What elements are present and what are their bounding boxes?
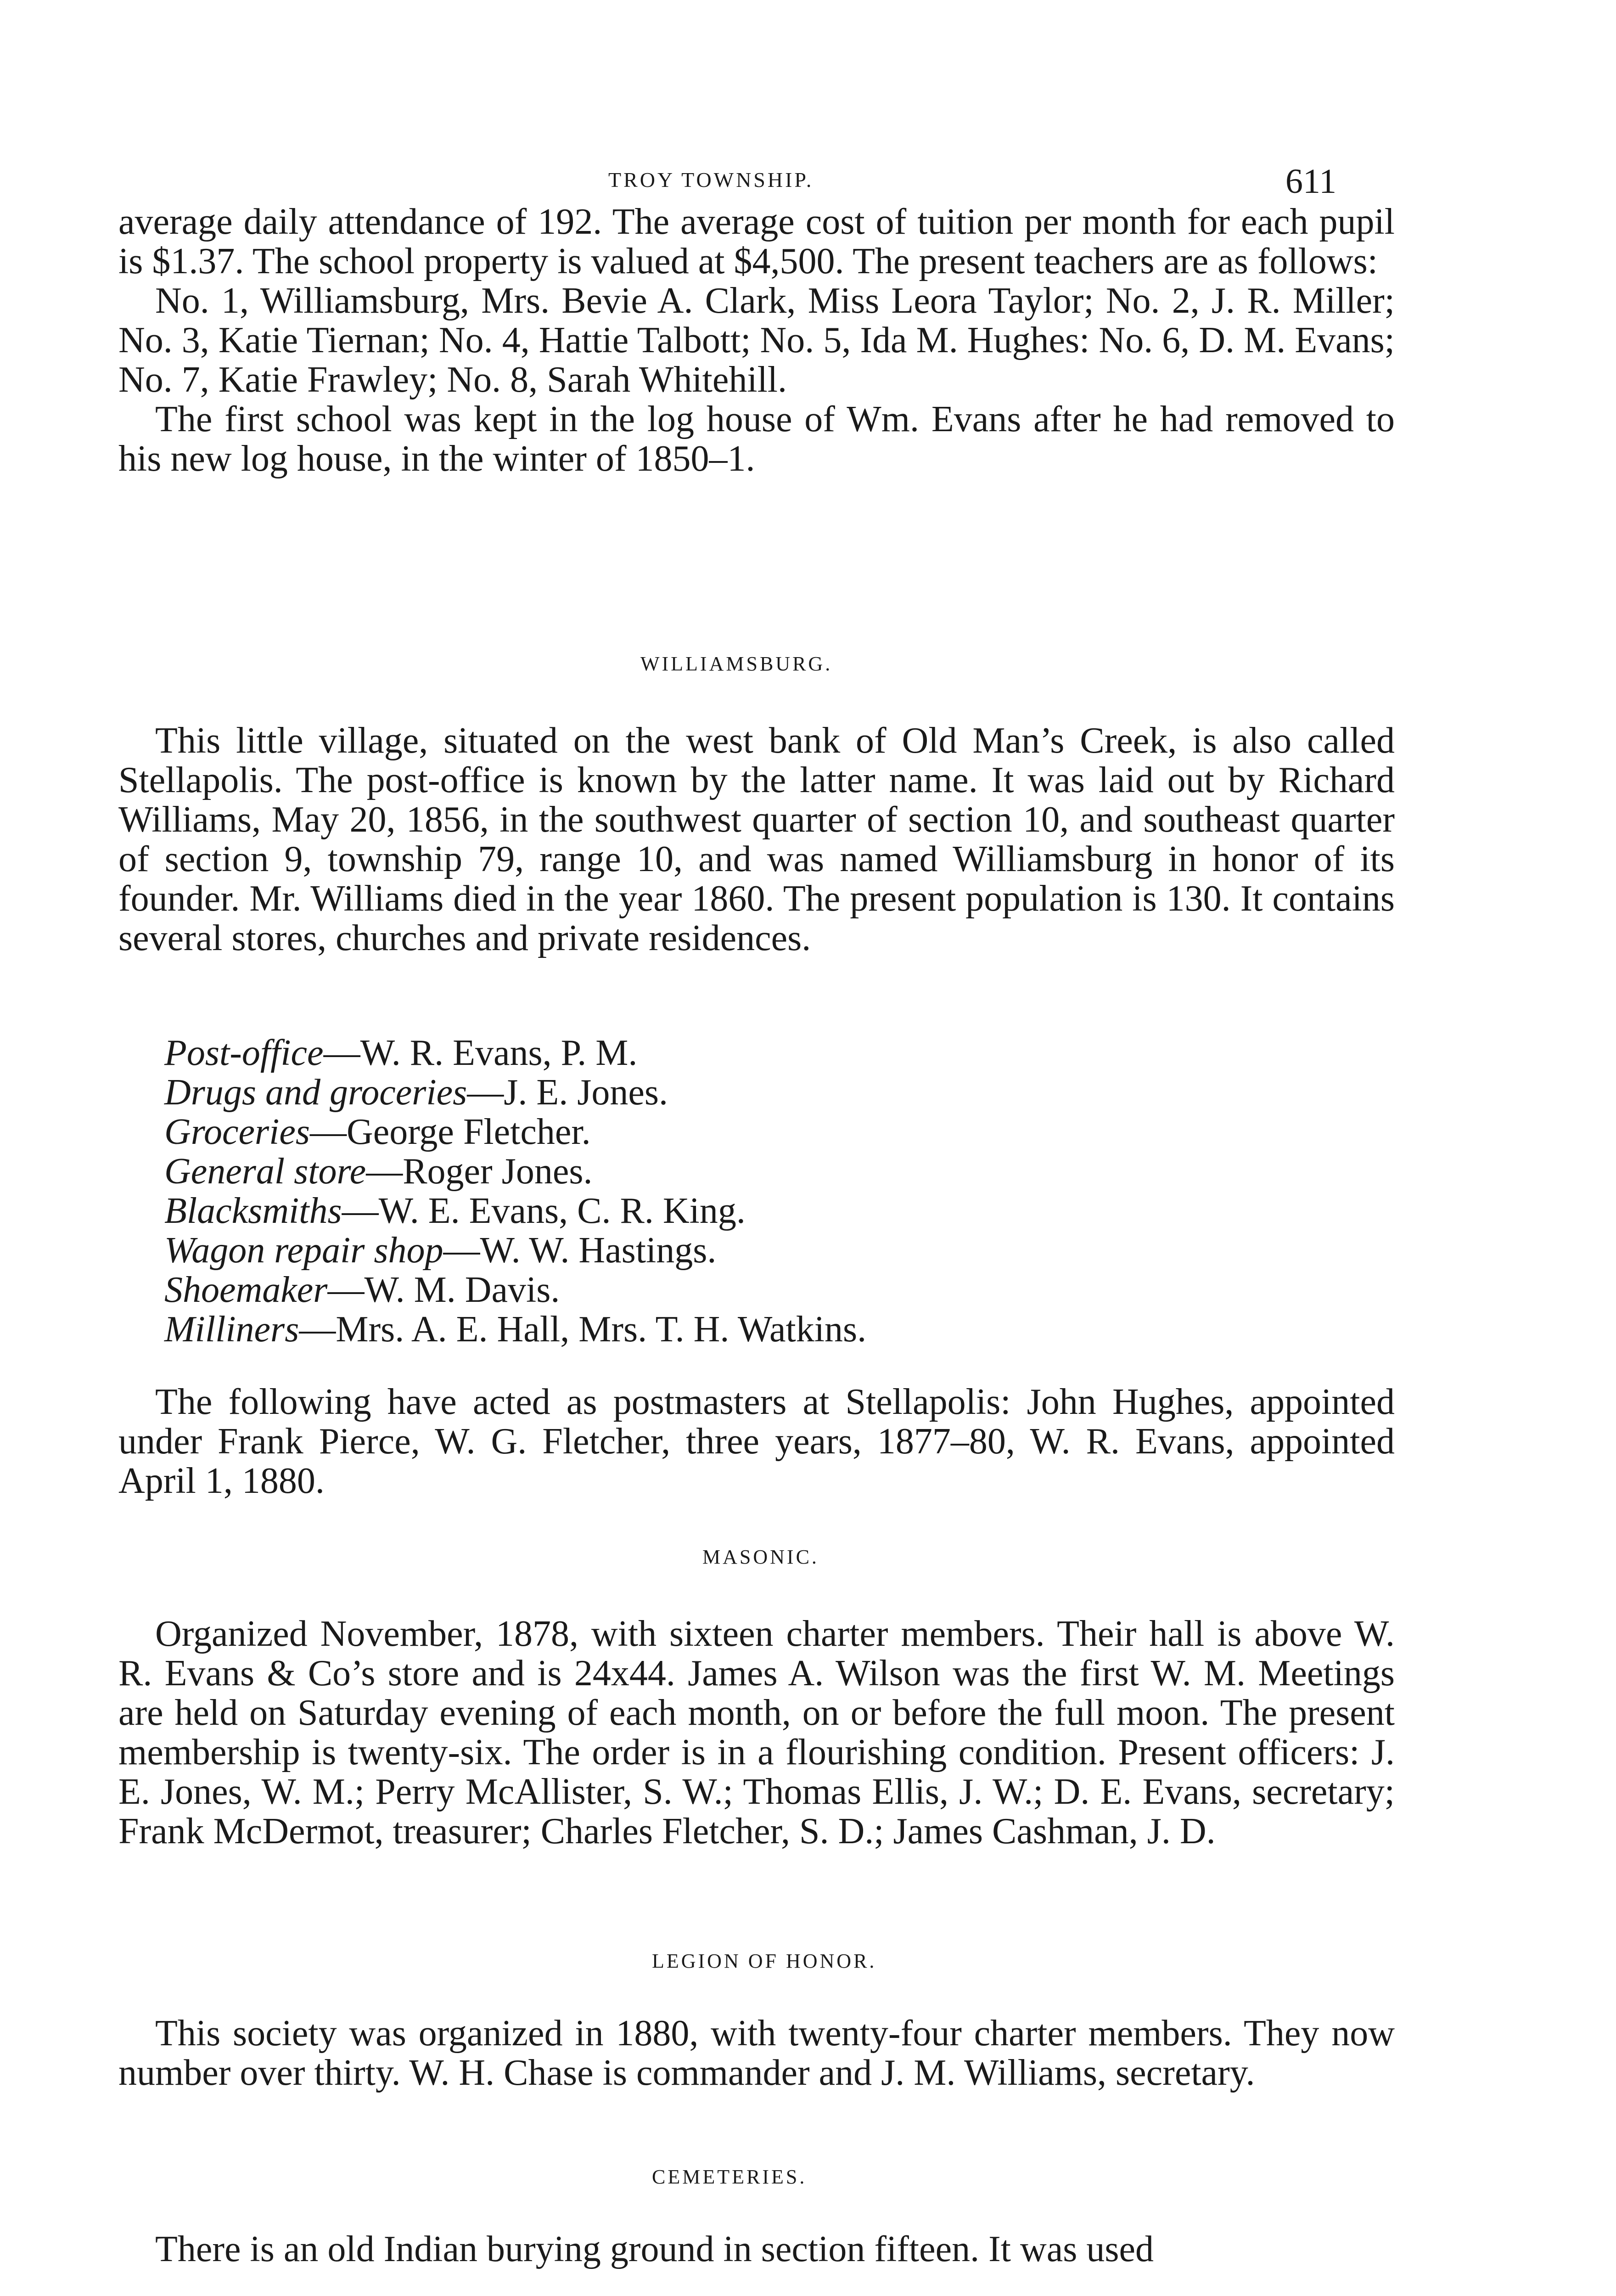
first-school-paragraph: The first school was kept in the log house of Wm. Evans after he had removed to his new log house, in the winter of 1850–1. <box>118 399 1395 479</box>
cemeteries-section <box>118 2229 1395 2269</box>
legion-section <box>118 2014 1395 2093</box>
directory-label: Post-office <box>164 1033 324 1073</box>
masonic-paragraph: Organized November, 1878, with sixteen charter members. Their hall is above W. R. Evans & Co’s store and is 24x44. James A. Wilson was the first W. M. Meetings are held on Saturday evening of each month, on or before the full moon. The present membership is twenty-six. The order is in a flourishing condition. Present officers: J. E. Jones, W. M.; Perry McAllister, S. W.; Thomas Ellis, J. W.; D. E. Evans, secretary; Frank McDermot, treasurer; Charles Fletcher, S. D.; James Cashman, J. D. <box>118 1614 1395 1851</box>
directory-entry <box>164 1270 560 1310</box>
legion-paragraph: This society was organized in 1880, with twenty-four charter members. They now number over thirty. W. H. Chase is commander and J. M. Williams, secretary. <box>118 2013 1395 2093</box>
directory-value: —Roger Jones. <box>366 1151 593 1192</box>
postmasters-paragraph: The following have acted as postmasters at Stellapolis: John Hughes, appointed under Frank Pierce, W. G. Fletcher, three years, 1877–80, W. R. Evans, appointed April 1, 1880. <box>118 1382 1395 1501</box>
directory-entry <box>164 1152 592 1191</box>
directory-label: Blacksmiths <box>164 1191 342 1231</box>
schools-paragraph: average daily attendance of 192. The average cost of tuition per month for each pupil is $1.37. The school property is valued at $4,500. The present teachers are as follows: <box>118 202 1395 281</box>
williamsburg-heading: WILLIAMSBURG. <box>640 653 833 675</box>
schools-section <box>118 202 1395 478</box>
masonic-heading: MASONIC. <box>702 1546 819 1568</box>
running-head: TROY TOWNSHIP. <box>608 168 814 191</box>
directory-entry <box>164 1231 716 1270</box>
legion-heading: LEGION OF HONOR. <box>652 1950 877 1972</box>
directory-value: —W. E. Evans, C. R. King. <box>342 1191 746 1231</box>
directory-label: Shoemaker <box>164 1270 328 1310</box>
directory-entry <box>164 1191 746 1231</box>
directory-label: Wagon repair shop <box>164 1230 443 1271</box>
masonic-section <box>118 1614 1395 1851</box>
cemeteries-paragraph: There is an old Indian burying ground in section fifteen. It was used <box>155 2229 1154 2269</box>
directory-value: —George Fletcher. <box>309 1112 591 1152</box>
directory-entry <box>164 1112 591 1152</box>
cemeteries-heading: CEMETERIES. <box>652 2166 807 2188</box>
williamsburg-section <box>118 721 1395 958</box>
williamsburg-paragraph: This little village, situated on the west bank of Old Man’s Creek, is also called Stellapolis. The post-office is known by the latter name. It was laid out by Richard Williams, May 20, 1856, in the southwest quarter of section 10, and southeast quarter of section 9, township 79, range 10, and was named Williamsburg in honor of its founder. Mr. Williams died in the year 1860. The present population is 130. It contains several stores, churches and private residences. <box>118 720 1395 958</box>
page-number: 611 <box>1285 162 1337 201</box>
directory-value: —W. W. Hastings. <box>443 1230 717 1271</box>
directory-label: Drugs and groceries <box>164 1072 467 1113</box>
teachers-paragraph: No. 1, Williamsburg, Mrs. Bevie A. Clark, Miss Leora Taylor; No. 2, J. R. Miller; No. 3, Katie Tiernan; No. 4, Hattie Talbott; No. 5, Ida M. Hughes: No. 6, D. M. Evans; No. 7, Katie Frawley; No. 8, Sarah Whitehill. <box>118 281 1395 400</box>
directory-entry <box>164 1310 866 1349</box>
directory-label: General store <box>164 1151 366 1192</box>
directory-entry <box>164 1073 668 1112</box>
directory-value: —Mrs. A. E. Hall, Mrs. T. H. Watkins. <box>299 1309 867 1350</box>
postmasters-section <box>118 1382 1395 1501</box>
directory-value: —J. E. Jones. <box>467 1072 668 1113</box>
directory-value: —W. M. Davis. <box>327 1270 560 1310</box>
directory-value: —W. R. Evans, P. M. <box>323 1033 638 1073</box>
directory-entry <box>164 1033 637 1073</box>
directory-label: Groceries <box>164 1112 310 1152</box>
directory-label: Milliners <box>164 1309 299 1350</box>
